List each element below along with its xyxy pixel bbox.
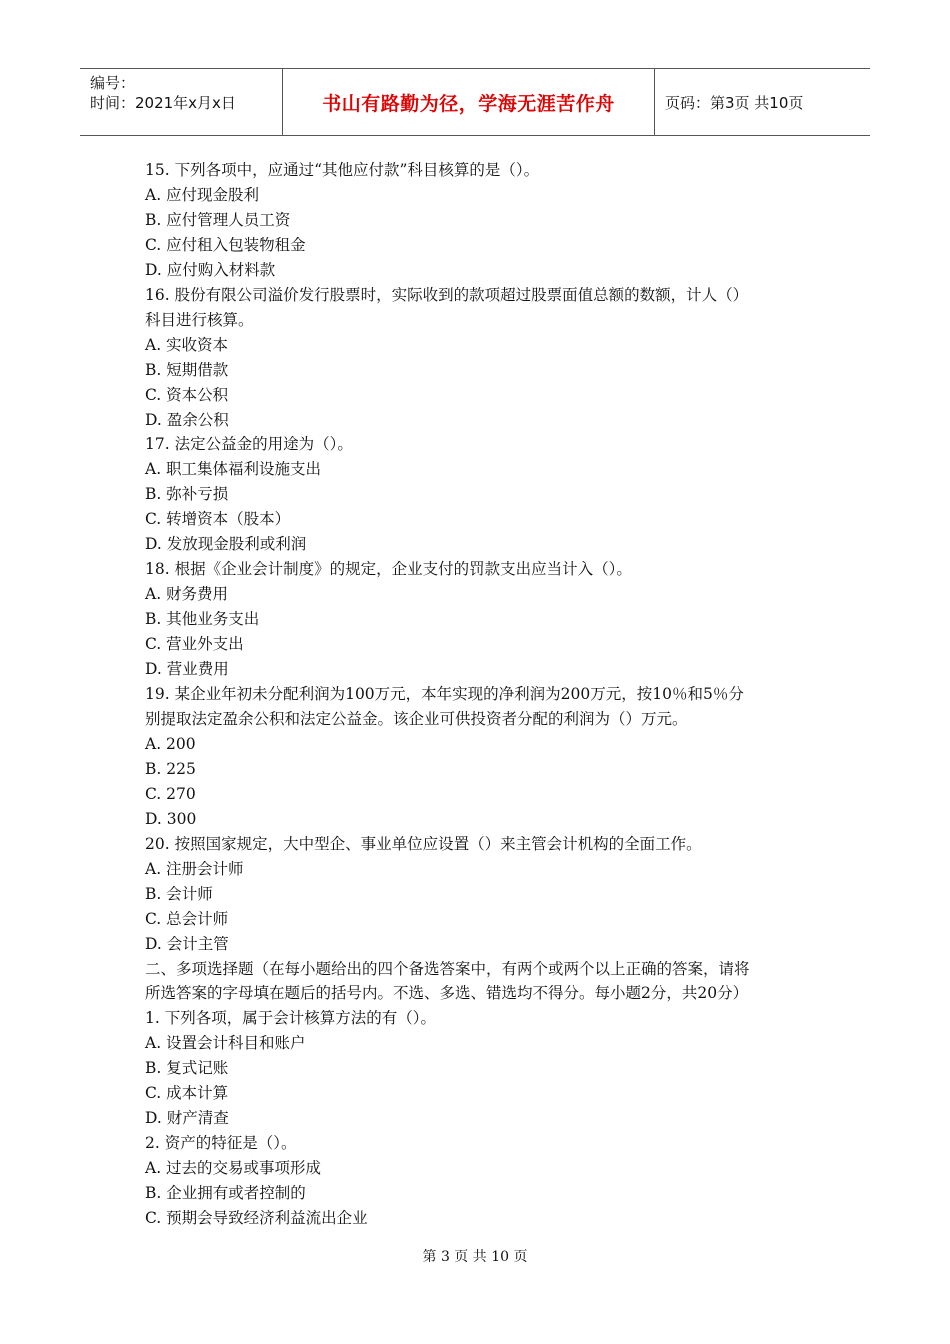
header-motto-cell — [282, 69, 655, 135]
text-line: D. 300 — [145, 809, 197, 828]
header-page-info-cell — [655, 69, 870, 135]
page-footer: 第 3 页 共 10 页 — [422, 1249, 528, 1265]
text-line: 20. 按照国家规定，大中型企、事业单位应设置（）来主管会计机构的全面工作。 — [145, 834, 702, 853]
text-line: 16. 股份有限公司溢价发行股票时，实际收到的款项超过股票面值总额的数额，计人（） — [145, 285, 749, 304]
text-line: C. 营业外支出 — [145, 635, 244, 654]
text-line: C. 总会计师 — [145, 909, 229, 928]
text-line: B. 会计师 — [145, 884, 213, 903]
text-line: 二、多项选择题（在每小题给出的四个备选答案中，有两个或两个以上正确的答案，请将 — [145, 959, 750, 978]
text-line: A. 职工集体福利设施支出 — [145, 460, 322, 479]
text-line: A. 财务费用 — [145, 585, 229, 604]
header-meta — [80, 69, 282, 135]
text-line: 2. 资产的特征是（）。 — [145, 1134, 297, 1153]
date-label: 时间：2021年x月x日 — [90, 94, 236, 112]
text-line: B. 企业拥有或者控制的 — [145, 1184, 306, 1203]
text-line: 18. 根据《企业会计制度》的规定，企业支付的罚款支出应当计入（）。 — [145, 560, 632, 579]
text-line: D. 应付购入材料款 — [145, 260, 276, 279]
text-line: B. 225 — [145, 759, 196, 778]
text-line: D. 财产清查 — [145, 1109, 229, 1128]
text-line: A. 实收资本 — [145, 335, 229, 354]
text-line: B. 短期借款 — [145, 360, 229, 379]
text-line: C. 转增资本（股本） — [145, 510, 291, 529]
text-line: B. 应付管理人员工资 — [145, 210, 291, 229]
document-body — [145, 158, 815, 1231]
text-line: A. 设置会计科目和账户 — [145, 1034, 306, 1053]
text-line: 15. 下列各项中，应通过“其他应付款”科目核算的是（）。 — [145, 161, 540, 179]
text-line: C. 资本公积 — [145, 385, 229, 404]
motto: 书山有路勤为径，学海无涯苦作舟 — [322, 92, 615, 115]
text-line: B. 其他业务支出 — [145, 610, 260, 629]
text-line: 别提取法定盈余公积和法定公益金。该企业可供投资者分配的利润为（）万元。 — [145, 709, 688, 728]
text-line: A. 注册会计师 — [145, 859, 244, 878]
text-line: D. 发放现金股利或利润 — [145, 535, 307, 554]
text-line: D. 会计主管 — [145, 934, 229, 953]
text-line: 所选答案的字母填在题后的括号内。不选、多选、错选均不得分。每小题2分，共20分） — [145, 984, 749, 1003]
text-line: B. 复式记账 — [145, 1059, 229, 1078]
text-line: D. 营业费用 — [145, 660, 229, 679]
text-line: 1. 下列各项，属于会计核算方法的有（）。 — [145, 1009, 436, 1028]
text-line: C. 成本计算 — [145, 1084, 229, 1103]
text-line: 19. 某企业年初未分配利润为100万元，本年实现的净利润为200万元，按10％和5％分 — [145, 685, 744, 704]
text-line: A. 应付现金股利 — [145, 185, 260, 204]
text-line: 科目进行核算。 — [145, 310, 254, 329]
text-line: A. 过去的交易或事项形成 — [145, 1159, 322, 1178]
text-line: D. 盈余公积 — [145, 410, 229, 429]
text-line: B. 弥补亏损 — [145, 485, 229, 504]
text-line: C. 270 — [145, 784, 196, 803]
page-header — [80, 68, 870, 136]
text-line: A. 200 — [145, 734, 196, 753]
number-label: 编号： — [90, 74, 136, 92]
text-line: C. 应付租入包装物租金 — [145, 235, 306, 254]
page-info: 页码：第3页 共10页 — [665, 93, 804, 112]
text-line: 17. 法定公益金的用途为（）。 — [145, 435, 353, 454]
text-line: C. 预期会导致经济利益流出企业 — [145, 1209, 368, 1228]
